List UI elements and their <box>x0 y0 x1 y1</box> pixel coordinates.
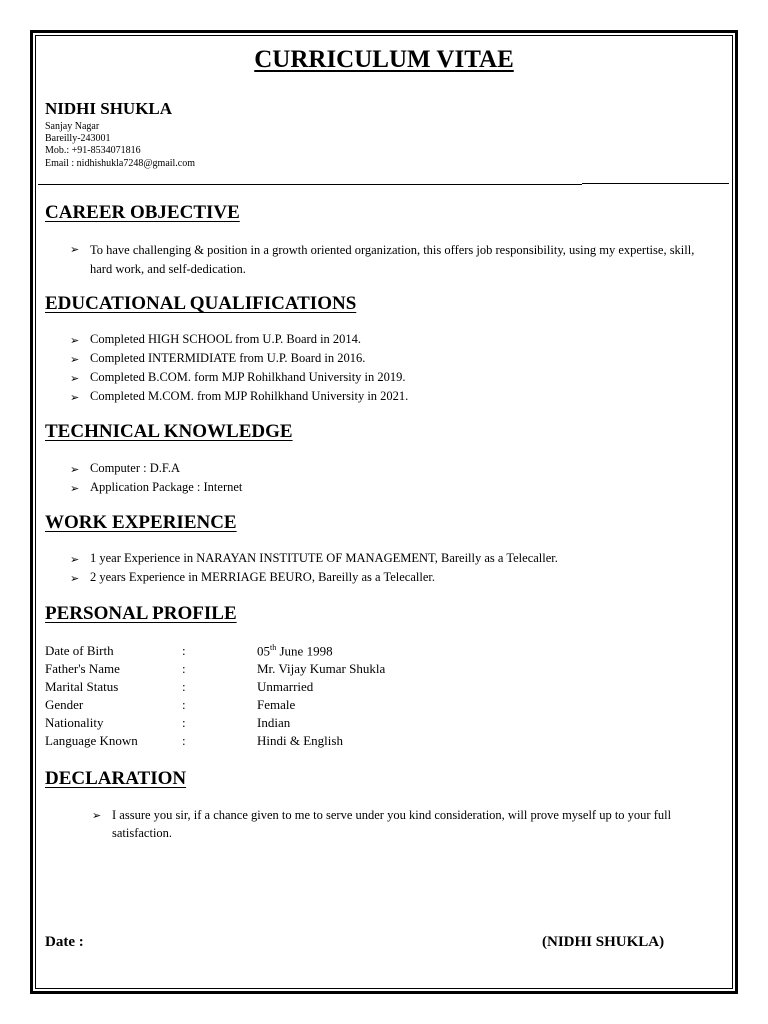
bullet-arrow-icon: ➢ <box>92 809 102 822</box>
education-item: Completed B.COM. form MJP Rohilkhand University in 2019. <box>90 370 406 384</box>
section-heading-personal: PERSONAL PROFILE <box>45 603 237 624</box>
profile-value: 05th June 1998 <box>257 643 333 659</box>
profile-value: Unmarried <box>257 679 314 694</box>
technical-item: Application Package : Internet <box>90 480 243 494</box>
section-heading-career-objective: CAREER OBJECTIVE <box>45 202 240 223</box>
address-line-2: Bareilly-243001 <box>45 133 111 144</box>
bullet-arrow-icon: ➢ <box>70 391 80 404</box>
section-heading-technical: TECHNICAL KNOWLEDGE <box>45 421 293 442</box>
declaration-text: I assure you sir, if a chance given to me to serve under you kind consideration, will prove myself up to your full satisfaction. <box>112 808 672 840</box>
profile-value: Mr. Vijay Kumar Shukla <box>257 661 386 676</box>
education-item: Completed HIGH SCHOOL from U.P. Board in 2014. <box>90 332 362 346</box>
applicant-name: NIDHI SHUKLA <box>45 99 173 118</box>
header-divider <box>38 184 582 185</box>
profile-separator: : <box>182 679 186 694</box>
profile-label: Date of Birth <box>45 643 114 658</box>
profile-separator: : <box>182 643 186 658</box>
bullet-arrow-icon: ➢ <box>70 334 80 347</box>
profile-label: Gender <box>45 697 84 712</box>
bullet-arrow-icon: ➢ <box>70 243 80 256</box>
date-label: Date : <box>45 934 84 950</box>
profile-separator: : <box>182 661 186 676</box>
profile-value: Hindi & English <box>257 733 343 748</box>
profile-value: Indian <box>257 715 291 730</box>
bullet-arrow-icon: ➢ <box>70 353 80 366</box>
bullet-arrow-icon: ➢ <box>70 482 80 495</box>
mobile-number: Mob.: +91-8534071816 <box>45 145 141 156</box>
profile-label: Nationality <box>45 715 104 730</box>
work-item: 2 years Experience in MERRIAGE BEURO, Bareilly as a Telecaller. <box>90 570 435 584</box>
email-address: Email : nidhishukla7248@gmail.com <box>45 158 196 169</box>
profile-label: Marital Status <box>45 679 119 694</box>
work-item: 1 year Experience in NARAYAN INSTITUTE OF MANAGEMENT, Bareilly as a Telecaller. <box>90 551 558 565</box>
education-item: Completed INTERMIDIATE from U.P. Board in 2016. <box>90 351 366 365</box>
header-divider-right <box>582 183 729 184</box>
signature-name: (NIDHI SHUKLA) <box>542 934 665 950</box>
profile-separator: : <box>182 697 186 712</box>
address-line-1: Sanjay Nagar <box>45 121 100 132</box>
document-title: CURRICULUM VITAE <box>254 46 514 73</box>
profile-label: Father's Name <box>45 661 120 676</box>
bullet-arrow-icon: ➢ <box>70 553 80 566</box>
bullet-arrow-icon: ➢ <box>70 372 80 385</box>
profile-separator: : <box>182 715 186 730</box>
objective-text: To have challenging & position in a growth oriented organization, this offers job responsibility, using my expertise, skill, hard work, and self-dedication. <box>90 243 695 276</box>
section-heading-education: EDUCATIONAL QUALIFICATIONS <box>45 293 357 314</box>
section-heading-work: WORK EXPERIENCE <box>45 512 237 533</box>
section-heading-declaration: DECLARATION <box>45 768 187 789</box>
education-item: Completed M.COM. from MJP Rohilkhand University in 2021. <box>90 389 409 403</box>
bullet-arrow-icon: ➢ <box>70 463 80 476</box>
technical-item: Computer : D.F.A <box>90 461 180 475</box>
bullet-arrow-icon: ➢ <box>70 572 80 585</box>
profile-value: Female <box>257 697 296 712</box>
profile-separator: : <box>182 733 186 748</box>
profile-label: Language Known <box>45 733 138 748</box>
